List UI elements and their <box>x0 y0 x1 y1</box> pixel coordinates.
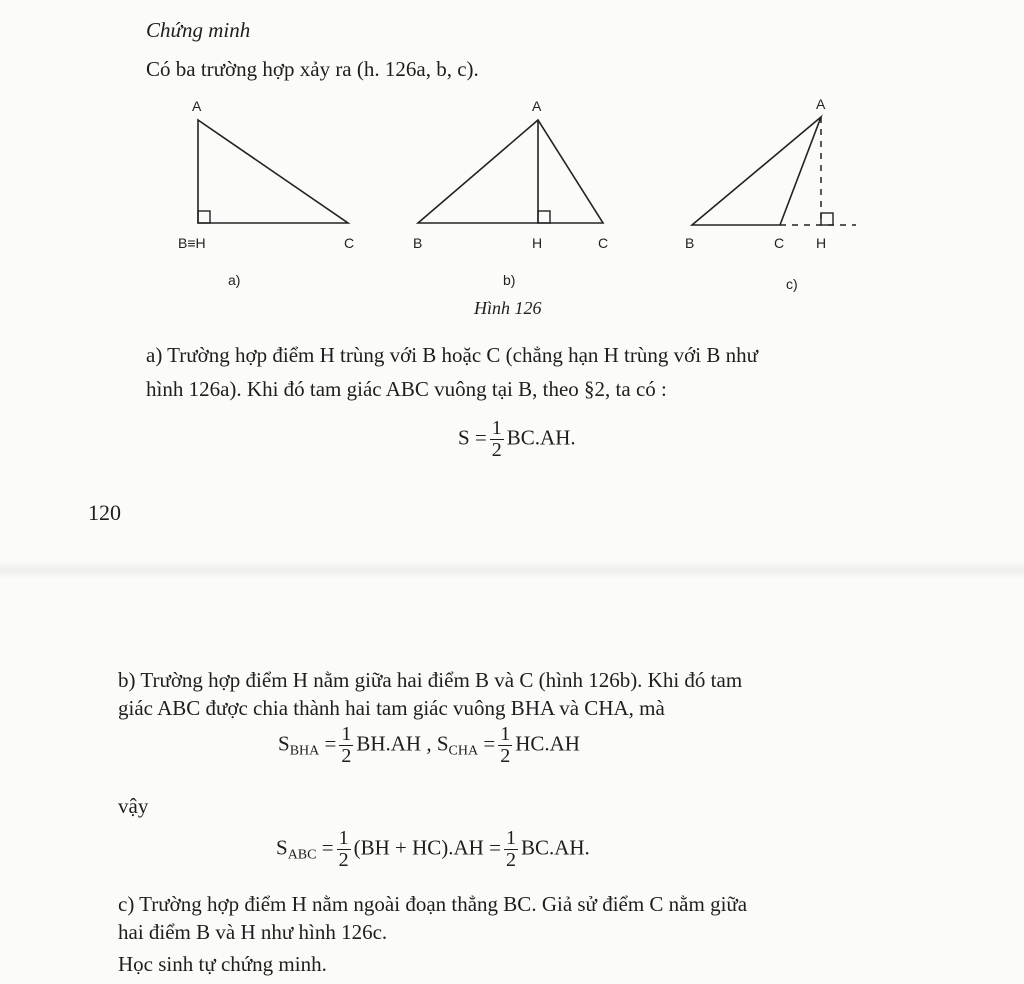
fig-c-label-C: C <box>774 235 785 251</box>
symbol-s: S <box>436 731 449 756</box>
subscript-bha: BHA <box>289 743 320 759</box>
fig-b-caption: b) <box>503 272 516 288</box>
fig-a-caption: a) <box>228 272 241 288</box>
figure-126b <box>400 92 630 292</box>
term-hc-ah: HC.AH <box>515 731 580 756</box>
fig-b-label-A: A <box>532 98 542 114</box>
formula-area-right-triangle <box>458 418 576 461</box>
formula-abc-sum <box>276 828 590 871</box>
fraction-numerator: 1 <box>505 827 516 849</box>
case-c-line3: Học sinh tự chứng minh. <box>118 952 327 976</box>
fig-a-label-C: C <box>344 235 355 251</box>
fraction-one-half <box>490 418 504 461</box>
fraction-one-half <box>339 724 353 767</box>
case-a-line1: a) Trường hợp điểm H trùng với B hoặc C (chẳng hạn H trùng với B như <box>146 343 758 367</box>
subscript-abc: ABC <box>287 847 317 863</box>
term-sum: (BH + HC).AH = <box>353 835 501 860</box>
term-bh-ah: BH.AH , <box>356 731 432 756</box>
proof-heading: Chứng minh <box>146 18 251 42</box>
fig-a-label-A: A <box>192 98 202 114</box>
equals-sign: = <box>324 731 337 756</box>
equals-sign: = <box>321 835 334 860</box>
case-b-then: vậy <box>118 794 149 818</box>
figure-126c <box>680 92 870 292</box>
fraction-numerator: 1 <box>491 417 502 439</box>
right-angle-mark-a <box>198 211 210 223</box>
fraction-denominator: 2 <box>505 849 516 871</box>
triangle-a <box>198 120 348 223</box>
formula-a-lhs: S = <box>458 425 487 450</box>
fraction-numerator: 1 <box>338 827 349 849</box>
fig-c-label-A: A <box>816 96 826 112</box>
triangle-b <box>418 120 603 223</box>
fraction-one-half <box>504 828 518 871</box>
formula-a-rhs: BC.AH. <box>506 425 576 450</box>
fraction-one-half <box>337 828 351 871</box>
fraction-denominator: 2 <box>338 849 349 871</box>
symbol-s: S <box>278 731 290 756</box>
case-b-line1: b) Trường hợp điểm H nằm giữa hai điểm B và C (hình 126b). Khi đó tam <box>118 668 743 692</box>
fraction-denominator: 2 <box>500 745 511 767</box>
page-break <box>0 560 1024 580</box>
triangle-c <box>692 117 821 225</box>
equals-sign: = <box>483 731 496 756</box>
right-angle-mark-c <box>821 213 833 225</box>
figure-126a <box>160 92 380 292</box>
term-bc-ah: BC.AH. <box>520 835 590 860</box>
symbol-s: S <box>276 835 288 860</box>
fig-b-label-B: B <box>413 235 423 251</box>
figure-title: Hình 126 <box>474 298 542 318</box>
fig-a-label-BH: B≡H <box>178 235 206 251</box>
formula-bha-cha <box>278 724 580 767</box>
fraction-denominator: 2 <box>341 745 352 767</box>
right-angle-mark-b <box>538 211 550 223</box>
fig-c-label-H: H <box>816 235 827 251</box>
subscript-cha: CHA <box>448 743 479 759</box>
case-b-line2: giác ABC được chia thành hai tam giác vuông BHA và CHA, mà <box>118 696 665 720</box>
fraction-numerator: 1 <box>341 723 352 745</box>
fig-c-label-B: B <box>685 235 695 251</box>
case-c-line1: c) Trường hợp điểm H nằm ngoài đoạn thẳng BC. Giả sử điểm C nằm giữa <box>118 892 748 916</box>
page-number: 120 <box>88 500 121 525</box>
intro-text: Có ba trường hợp xảy ra (h. 126a, b, c). <box>146 57 479 81</box>
fig-c-caption: c) <box>786 276 798 292</box>
fraction-denominator: 2 <box>491 439 502 461</box>
fraction-one-half <box>498 724 512 767</box>
fig-b-label-C: C <box>598 235 609 251</box>
fig-b-label-H: H <box>532 235 543 251</box>
case-a-line2: hình 126a). Khi đó tam giác ABC vuông tại B, theo §2, ta có : <box>146 377 667 401</box>
fraction-numerator: 1 <box>500 723 511 745</box>
case-c-line2: hai điểm B và H như hình 126c. <box>118 920 388 944</box>
